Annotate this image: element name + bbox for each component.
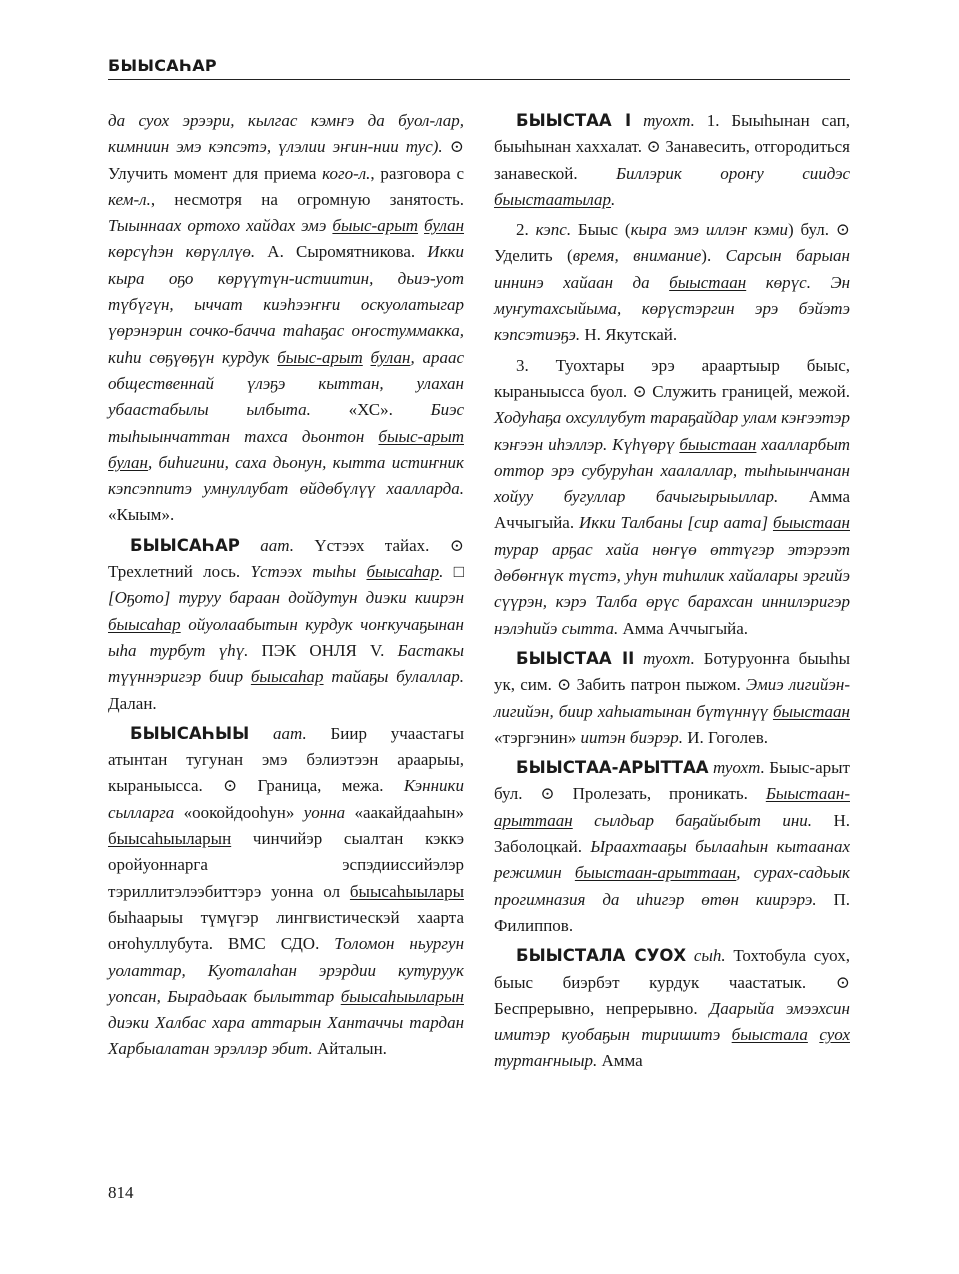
text-run: Айталын.: [312, 1039, 387, 1059]
italic-text: , биһигини, саха дьонун, кытта истиҥник кэпсэппитэ умнуллубат өйдөбүлүү хаалларда.: [108, 452, 464, 499]
text-run: «аакайдааһын»: [345, 802, 465, 822]
italic-text: көрсүһэн көрүллүө.: [108, 242, 256, 262]
italic-text: Үстээх тыһы: [250, 562, 367, 582]
example-keyword: Быыстаан-арыттаан: [494, 784, 850, 830]
text-run: Н. Заболоцкай.: [494, 810, 850, 857]
text-run: , несмотря на огромную занятость.: [150, 189, 464, 209]
entry-byystaa-1-sense-3: [494, 353, 850, 642]
text-run: П. Филиппов.: [494, 889, 851, 935]
text-run: Биир учаастагы атынтан тугунан эмэ бэлиэтээн араарыы, кыраныысса. ⊙ Граница, межа.: [108, 723, 464, 796]
headword: БЫЫСТАА II: [516, 648, 635, 668]
italic-text: Эмиэ лигийэн-лигийэн, биир хаһыатынан бүтүннүү: [494, 675, 851, 721]
italic-text: да суох эрээри, кылгас кэмҥэ да буол-лар, кимниин эмэ кэпсэтэ, үлэлии эҥин-нии тус).: [108, 111, 464, 157]
italic-text: аат.: [249, 723, 307, 743]
italic-text: Толомон ньургун уолаттар, Куоталаһан эрэрдии кутуруук уопсан, Бырадьаак былыттар: [108, 934, 465, 1006]
running-title: БЫЫСАҺАР: [108, 56, 217, 75]
italic-text: .: [611, 189, 616, 209]
italic-text: ойуолаабытын курдук чоҥкучаҕынан ыһа турбут үһү.: [108, 614, 464, 660]
text-run: «оокойдооһун»: [174, 802, 304, 822]
text-run: ⊙ Улучить момент для приема: [108, 137, 464, 183]
italic-text: турар арҕас хайа нөҥүө өттүгэр этэрээт дөбөҥнүк түстэ, уһун тиһилик хайалары эргийэ сүүрэн, кэрэ Талба өрүс барахсан иннилэригэр нэлэһийэ сытта.: [494, 539, 850, 638]
example-keyword: быысаһыыларын: [108, 829, 232, 849]
italic-text: . □ [Оҕото] туруу бараан дойдутун диэки киирэн: [108, 562, 465, 608]
headword: БЫЫСАҺАР: [130, 535, 240, 555]
text-run: Үстээх тайах. ⊙ Трехлетний лось.: [108, 535, 464, 582]
text-run: ПЭК ОНЛЯ V.: [248, 640, 398, 660]
italic-text: ]: [761, 513, 773, 533]
italic-text: уонна: [303, 802, 346, 822]
text-run: А. Сыромятникова.: [255, 242, 428, 262]
example-keyword: суох: [819, 1025, 850, 1045]
italic-text: туохт.: [631, 111, 695, 130]
italic-text: турта​ҥныыр.: [494, 1051, 598, 1071]
italic-text: туохт.: [708, 758, 765, 778]
example-keyword: быыстаатылар: [494, 189, 612, 209]
text-run: «ХС».: [310, 400, 431, 420]
text-run: Быыс-арыт бул. ⊙ Пролезать, проникать.: [494, 758, 850, 804]
italic-text: хаалларбыт оттор эрэ субуруһан хаалаллар, тыһыынчанан хойуу бугуллар бачыгырыыллар.: [494, 434, 850, 507]
example-keyword: булан: [370, 347, 411, 367]
headword: БЫЫСТАА-АРЫТТАА: [516, 758, 709, 778]
italic-text: [808, 1025, 819, 1044]
italic-text: диэки Халбас хара аттарын Хантаччы тардан Харбыалатан эрэллэр эбит.: [108, 1013, 464, 1059]
text-run: Быыс (: [571, 220, 631, 240]
text-run: «тэргэнин»: [494, 727, 581, 747]
left-column: [108, 108, 464, 1079]
text-run: И. Гоголев.: [683, 727, 768, 747]
italic-text: кого-л.: [322, 163, 371, 183]
text-run: Тохтобула суох, быыс биэрбэт курдук чаастатык. ⊙ Беспрерывно, непрерывно.: [494, 946, 850, 1018]
entry-byystaa-1-sense-2: [494, 217, 850, 348]
italic-text: Биллэрик ороҥу сиидэс: [616, 163, 850, 183]
entry-byystaa-2: [494, 646, 850, 751]
right-column: [494, 108, 850, 1079]
italic-text: [363, 348, 371, 367]
italic-text: кем-л.: [108, 189, 151, 209]
example-keyword: быыстаан: [669, 272, 747, 292]
italic-text: Тыыннаах ортохо хайдах эмэ: [108, 216, 333, 236]
headword: БЫЫСТАЛА СУОХ: [516, 946, 687, 966]
text-run: чинчийэр сыалтан кэккэ оройуоннарга эспэдииссийэлэр тэриллитэлээбиттэрэ уонна ол: [108, 829, 464, 901]
page-number: 814: [108, 1183, 134, 1202]
italic-text: Даарыйа эмээхсин имитэр куобаҕын тиришитэ: [494, 998, 850, 1045]
example-keyword: быысаһар: [366, 562, 440, 582]
italic-text: көрүс. Эн муҥутахсыйыма, көрүстэргин эрэ бэйэтэ кэпсэтиэҕэ.: [494, 272, 851, 345]
text-run: 3. Туохтары эрэ араартыыр быыс, кыраныысса буол. ⊙ Служить границей, межой.: [494, 355, 850, 401]
entry-byystaa-1: [494, 108, 850, 213]
italic-text: кыра эмэ иллэҥ кэми: [630, 220, 788, 240]
example-keyword: быыстаан-арыттаан: [574, 863, 737, 883]
italic-text: кэпс.: [535, 220, 572, 240]
text-run: Амма Аччыгыйа.: [494, 487, 850, 533]
example-keyword: быыс-арыт: [378, 426, 464, 446]
italic-text: тайаҕы булаллар.: [323, 667, 464, 687]
text-run: Амма: [597, 1051, 643, 1071]
headword: БЫЫСТАА I: [516, 111, 632, 130]
example-keyword: быыс-арыт: [277, 347, 363, 367]
text-run: 1. Быыһынан сап, быыһынан хаххалат. ⊙ Занавесить, отгородиться занавеской.: [494, 111, 850, 183]
example-keyword: быысаһыылары: [349, 881, 464, 901]
text-run: ) бул. ⊙ Уделить (: [494, 220, 851, 266]
example-keyword: быыс-арыт: [332, 216, 418, 236]
example-keyword: быыстаан: [772, 701, 850, 721]
text-run: Далан.: [108, 693, 157, 713]
italic-text: Ыраахтааҕы былааһын кытаанах режимин: [494, 837, 850, 883]
text-run: 2.: [516, 220, 536, 240]
italic-text: Икки Талбаны [: [578, 513, 695, 533]
example-keyword: быыстаан: [772, 513, 850, 533]
headword: БЫЫСАҺЫЫ: [130, 723, 250, 743]
text-run: «Кыым».: [108, 505, 175, 525]
entry-byysahar: [108, 533, 464, 717]
text-run: быһаарыы түмүгэр лингвистическэй хаарта оҥоһуллубута. ВМС СДО.: [108, 907, 464, 954]
example-keyword: быысаһар: [108, 614, 181, 634]
italic-text: Кэнники сылларга: [108, 776, 464, 822]
dictionary-columns: [108, 108, 850, 1079]
italic-text: сир аата: [694, 513, 762, 533]
italic-text: Ходуһаҕа охсуллубут тараҕайдар улам кэҥээтэр кэҥээн иһэллэр. Күһүөрү: [494, 408, 850, 454]
entry-byystaa-aryttaa: [494, 755, 850, 939]
example-keyword: булан: [108, 452, 148, 472]
italic-text: , араас общественнай үлэҕэ кыттан, улахан убаастабылы ылбыта.: [108, 347, 465, 420]
italic-text: аат.: [239, 535, 294, 555]
italic-text: Биэс тыһыынчаттан тахса дьонтон: [108, 400, 465, 446]
italic-text: Икки кыра оҕо көрүүтүн-истиитин, дьиэ-уот түбүгүн, ыччат киэһээҥҥи оскуолатыгар үөрэнэрин сочко-бачча таһаҕас оҥостуммакка, киһи сөҕүөҕүн курдук: [108, 242, 464, 367]
running-header: [108, 56, 850, 80]
italic-text: сыһ.: [686, 946, 726, 966]
italic-text: иитэн биэрэр.: [580, 727, 683, 747]
italic-text: время, внимание: [572, 246, 702, 266]
text-run: Бoтуруонҥа быыһы ук, сим. ⊙ Забить патрон пыжом.: [494, 648, 850, 695]
text-run: Амма Аччыгыйа.: [618, 618, 749, 638]
italic-text: , сурах-садьык прогимназия да иһигэр өтөн киирэрэ.: [494, 863, 850, 909]
entry-byysahyy: [108, 721, 464, 1063]
example-keyword: быысаһар: [250, 667, 324, 687]
italic-text: туохт.: [634, 648, 695, 668]
text-run: Н. Якутскай.: [580, 325, 678, 345]
example-keyword: быысаһыыларын: [340, 986, 464, 1006]
entry-continuation: [108, 108, 464, 529]
italic-text: сылдьар баҕайыбыт ини.: [572, 810, 813, 830]
example-keyword: булан: [424, 216, 465, 236]
italic-text: Бастакы түүннэригэр биир: [108, 640, 464, 687]
entry-byystala-suokh: [494, 943, 850, 1074]
example-keyword: быыстаан: [679, 434, 757, 454]
italic-text: Сарсын барыан иннинэ хайаан да: [494, 246, 850, 292]
example-keyword: быыстала: [731, 1025, 808, 1045]
text-run: ).: [701, 246, 726, 266]
text-run: , разговора с: [370, 163, 464, 183]
